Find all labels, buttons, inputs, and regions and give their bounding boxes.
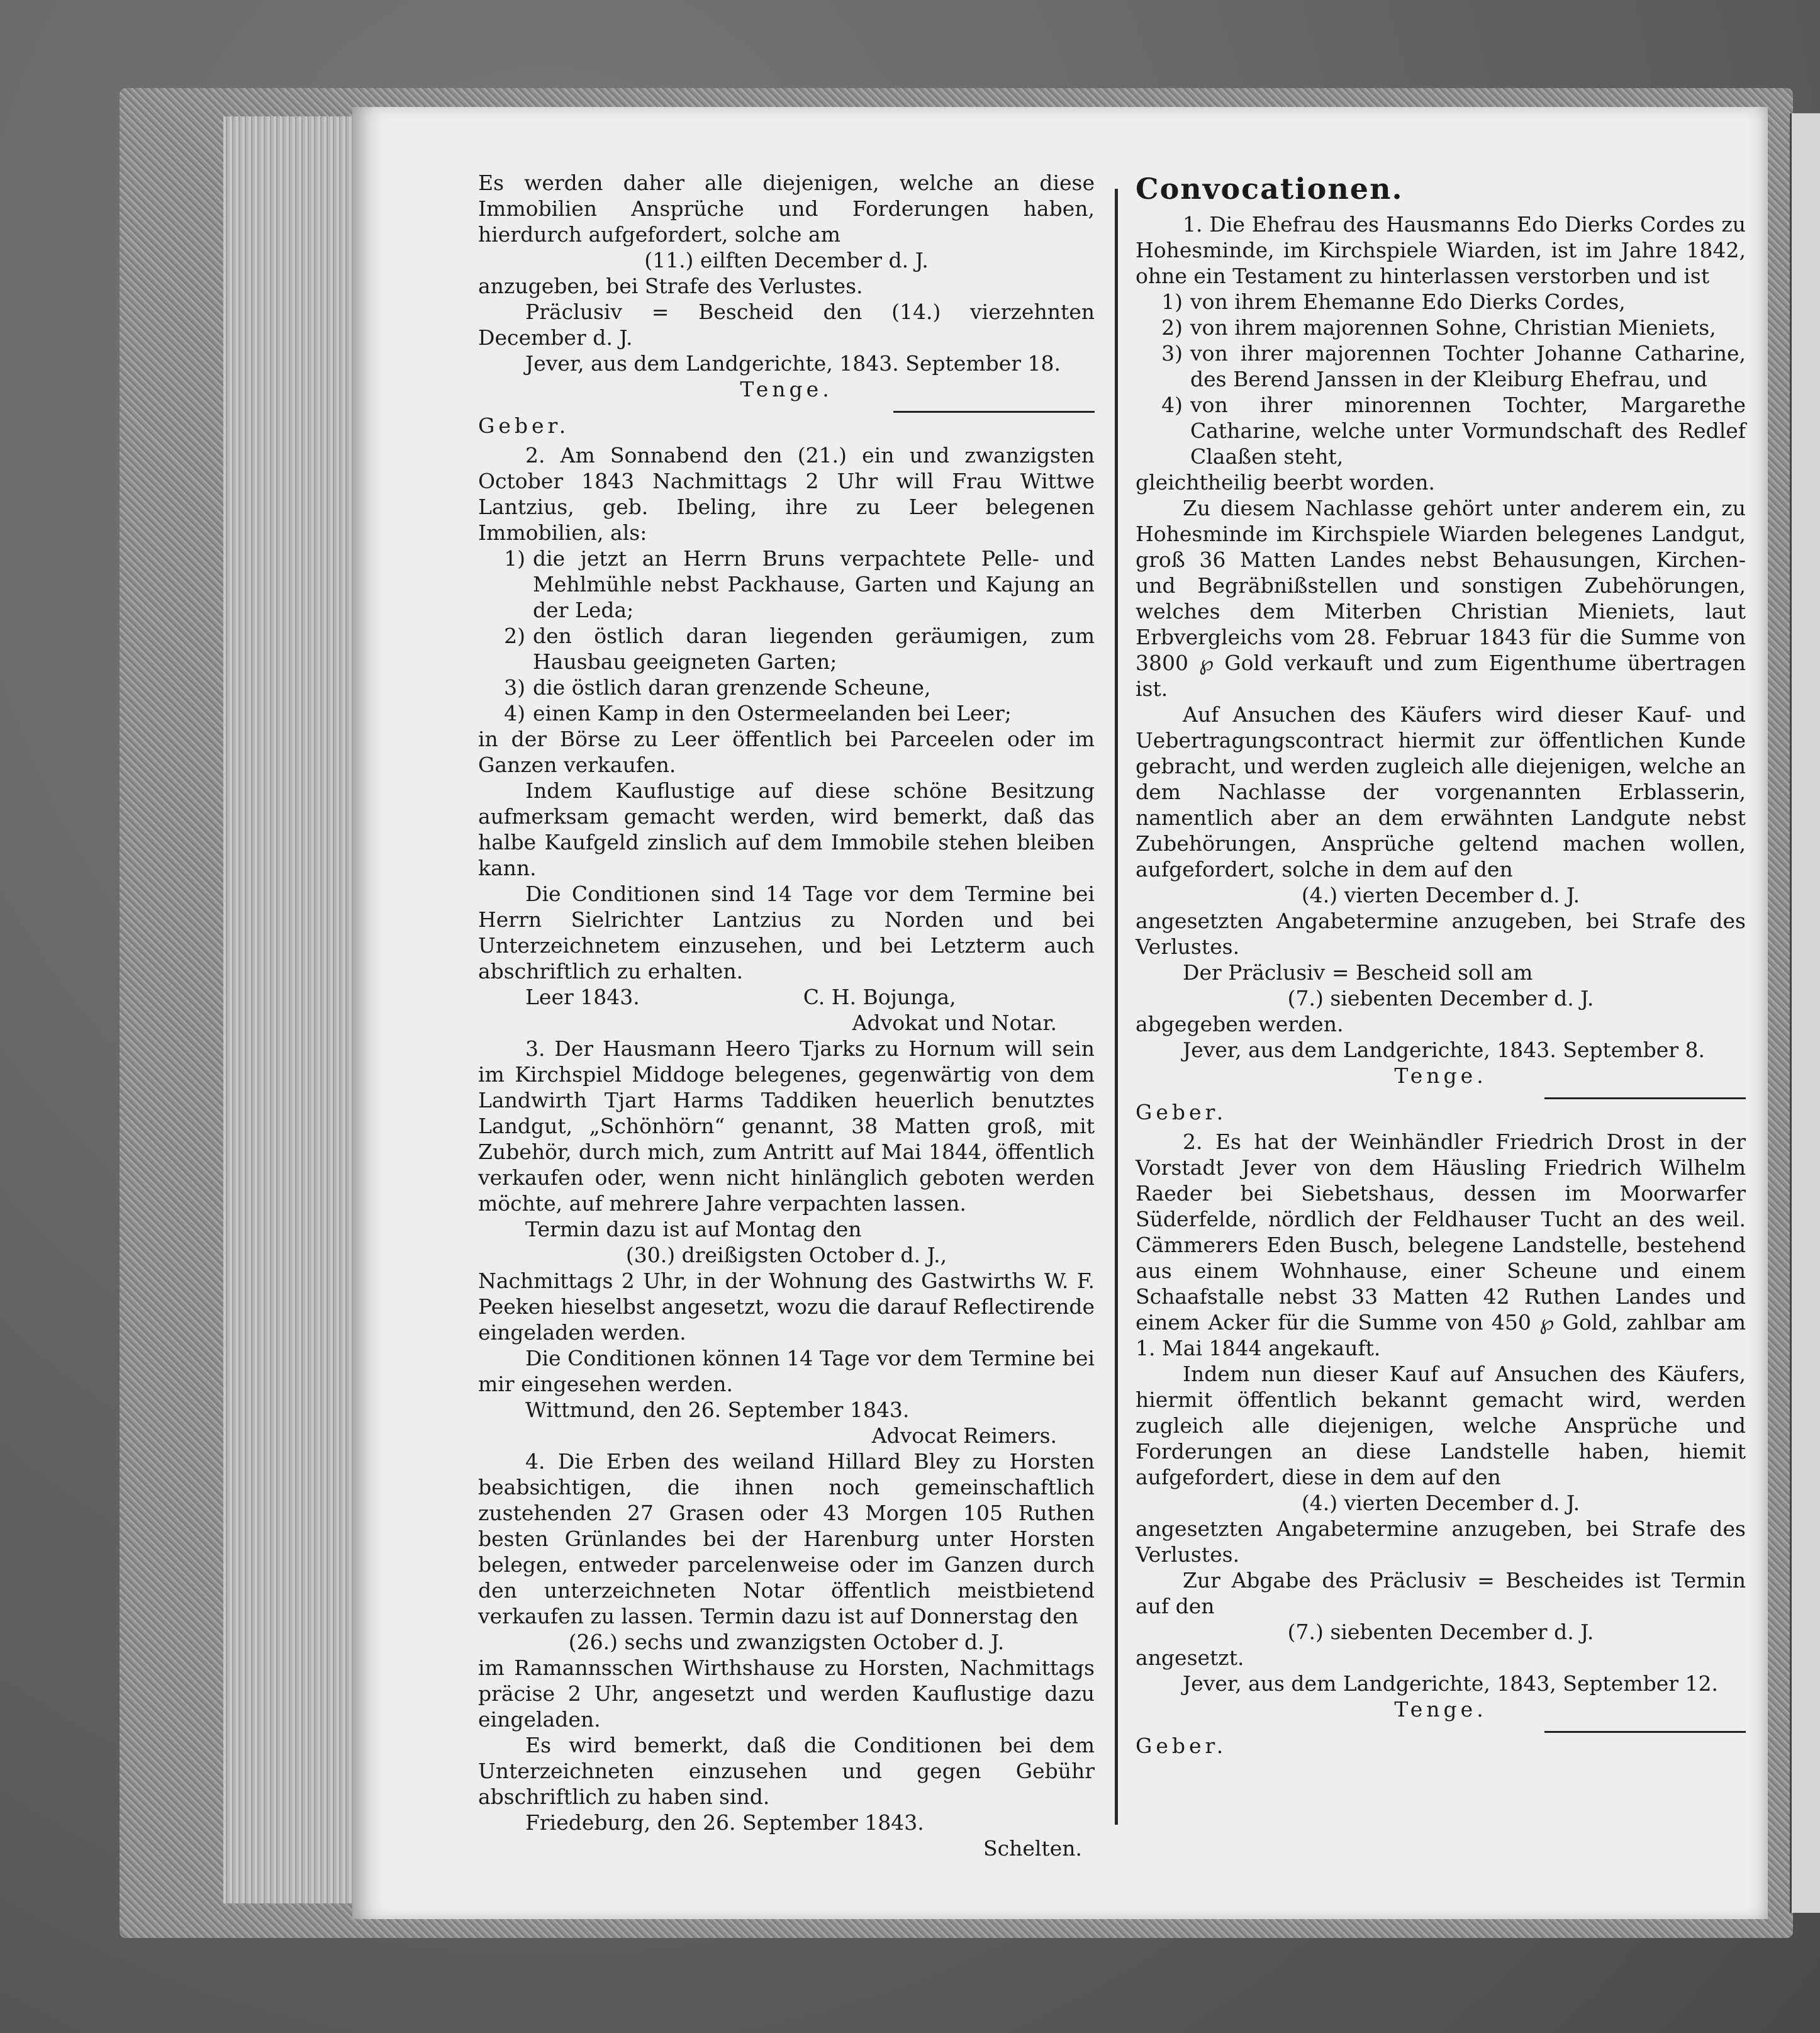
notice-4-signer: Schelten. bbox=[983, 1836, 1082, 1861]
notice-3-p2: Termin dazu ist auf Montag den bbox=[525, 1217, 862, 1241]
convocation-1-p6: abgegeben werden. bbox=[1136, 1012, 1344, 1036]
convocation-1-p1: 1. Die Ehefrau des Hausmanns Edo Dierks Cordes zu Hohesminde, im Kirchspiele Wiarden, ist im Jahre 1842, ohne ein Testament zu hinterlassen verstorben und ist bbox=[1136, 212, 1746, 288]
convocation-1-signer2: Geber. bbox=[1136, 1100, 1227, 1124]
notice-4-p2: im Ramannsschen Wirthshause zu Horsten, Nachmittags präcise 2 Uhr, angesetzt und werden Kauflustige dazu eingeladen. bbox=[478, 1655, 1095, 1732]
list-item: 2) den östlich daran liegenden geräumigen, zum Hausbau geeigneten Garten; bbox=[504, 624, 1095, 674]
list-item: 1) die jetzt an Herrn Bruns verpachtete Pelle- und Mehlmühle nebst Packhause, Garten und Kajung an der Leda; bbox=[504, 546, 1095, 622]
convocation-2-p5: angesetzt. bbox=[1136, 1645, 1244, 1670]
intro-place: Jever, aus dem Landgerichte, 1843. September 18. bbox=[525, 351, 1061, 376]
right-column bbox=[1136, 170, 1746, 1759]
convocation-2-p1: 2. Es hat der Weinhändler Friedrich Drost in der Vorstadt Jever von dem Häusling Friedrich Wilhelm Raeder bei Siebetshaus, dessen im Moorwarfer Süderfelde, nördlich der Feldhauser Tucht an des weil. Cämmerers Eden Busch, belegene Landstelle, bestehend aus einem Wohnhause, einer Scheune und einem Schaafstalle nebst 33 Matten 42 Ruthen Landes und einem Acker für die Summe von 450 ℘ Gold, zahlbar am 1. Mai 1844 angekauft. bbox=[1136, 1129, 1746, 1360]
notice-4-p1: 4. Die Erben des weiland Hillard Bley zu Horsten beabsichtigen, die ihnen noch gemeinschaftlich zustehenden 27 Grasen oder 43 Morgen 105 Ruthen besten Grünlandes bei der Harenburg unter Horsten belegen, entweder parcelenweise oder im Ganzen durch den unterzeichneten Notar öffentlich meistbietend verkaufen zu lassen. Termin dazu ist auf Donnerstag den bbox=[478, 1449, 1095, 1628]
convocation-1-p2: Zu diesem Nachlasse gehört unter anderem ein, zu Hohesminde im Kirchspiele Wiarden belegenes Landgut, groß 36 Matten Landes nebst Behausungen, Kirchen- und Begräbnißstellen und sonstigen Zubehörungen, welches dem Miterben Christian Mieniets, laut Erbvergleichs vom 28. Februar 1843 für die Summe von 3800 ℘ Gold verkauft und zum Eigenthume übertragen ist. bbox=[1136, 496, 1746, 701]
intro-signer2: Geber. bbox=[478, 413, 570, 438]
notice-2-signer-title: Advokat und Notar. bbox=[852, 1011, 1057, 1035]
notice-2-place: Leer 1843. C. H. Bojunga, bbox=[525, 985, 956, 1009]
convocation-2-place: Jever, aus dem Landgerichte, 1843, September 12. bbox=[1183, 1671, 1719, 1696]
convocation-2-date2: (7.) siebenten December d. J. bbox=[1287, 1620, 1594, 1644]
list-item: 3) die östlich daran grenzende Scheune, bbox=[504, 675, 931, 700]
convocation-2-signer: Tenge. bbox=[1394, 1697, 1487, 1722]
notice-4-p3: Es wird bemerkt, daß die Conditionen bei dem Unterzeichneten einzusehen und gegen Gebühr abschriftlich zu haben sind. bbox=[478, 1733, 1095, 1809]
facing-page-edge bbox=[1790, 113, 1820, 1913]
convocation-1-p5: Der Präclusiv = Bescheid soll am bbox=[1183, 960, 1533, 985]
notice-3-p4: Die Conditionen können 14 Tage vor dem Termine bei mir eingesehen werden. bbox=[478, 1346, 1095, 1396]
notice-3-signer: Advocat Reimers. bbox=[871, 1423, 1057, 1448]
intro-paragraph: Es werden daher alle diejenigen, welche an diese Immobilien Ansprüche und Forderungen haben, hierdurch aufgefordert, solche am bbox=[478, 171, 1095, 247]
convocation-1-date2: (7.) siebenten December d. J. bbox=[1287, 986, 1594, 1011]
page-edges bbox=[223, 116, 365, 1903]
notice-3-date: (30.) dreißigsten October d. J., bbox=[625, 1243, 947, 1267]
notice-2-after: in der Börse zu Leer öffentlich bei Parceelen oder im Ganzen verkaufen. bbox=[478, 727, 1095, 777]
convocation-2-p3: angesetzten Angabetermine anzugeben, bei Strafe des Verlustes. bbox=[1136, 1516, 1746, 1567]
section-heading: Convocationen. bbox=[1136, 172, 1404, 206]
convocation-2-p4: Zur Abgabe des Präclusiv = Bescheides ist Termin auf den bbox=[1136, 1568, 1746, 1618]
list-item: 3) von ihrer majorennen Tochter Johanne Catharine, des Berend Janssen in der Kleiburg Ehefrau, und bbox=[1161, 341, 1746, 391]
intro-date: (11.) eilften December d. J. bbox=[644, 248, 929, 272]
notice-2-p2: Indem Kauflustige auf diese schöne Besitzung aufmerksam gemacht werden, wird bemerkt, daß das halbe Kaufgeld zinslich auf dem Immobile stehen bleiben kann. bbox=[478, 778, 1095, 880]
convocation-2-p2: Indem nun dieser Kauf auf Ansuchen des Käufers, hiermit öffentlich bekannt gemacht wird, werden zugleich alle diejenigen, welche Ansprüche und Forderungen an diese Landstelle haben, hiemit aufgefordert, diese in dem auf den bbox=[1136, 1362, 1746, 1489]
list-item: 4) einen Kamp in den Ostermeelanden bei Leer; bbox=[504, 701, 1012, 725]
notice-3-place: Wittmund, den 26. September 1843. bbox=[525, 1397, 910, 1422]
notice-2-p3: Die Conditionen sind 14 Tage vor dem Termine bei Herrn Sielrichter Lantzius zu Norden und bei Unterzeichnetem einzusehen, und bei Letzterm auch abschriftlich zu erhalten. bbox=[478, 882, 1095, 983]
convocation-1-signer: Tenge. bbox=[1394, 1063, 1487, 1088]
convocation-2-date1: (4.) vierten December d. J. bbox=[1301, 1491, 1580, 1515]
notice-2-text: 2. Am Sonnabend den (21.) ein und zwanzigsten October 1843 Nachmittags 2 Uhr will Frau Wittwe Lantzius, geb. Ibeling, ihre zu Leer belegenen Immobilien, als: bbox=[478, 443, 1095, 545]
convocation-1-p3: Auf Ansuchen des Käufers wird dieser Kauf- und Uebertragungscontract hiermit zur öffentlichen Kunde gebracht, und werden zugleich alle diejenigen, welche an dem Nachlasse der vorgenannten Erblasserin, namentlich aber an dem erwähnten Landgute nebst Zubehörungen, Ansprüche geltend machen wollen, aufgefordert, solche in dem auf den bbox=[1136, 702, 1746, 882]
convocation-1-date1: (4.) vierten December d. J. bbox=[1301, 883, 1580, 907]
list-item: 2) von ihrem majorennen Sohne, Christian Mieniets, bbox=[1161, 315, 1716, 340]
notice-4-place: Friedeburg, den 26. September 1843. bbox=[525, 1810, 924, 1835]
convocation-1-after: gleichtheilig beerbt worden. bbox=[1136, 470, 1435, 495]
notice-3-p3: Nachmittags 2 Uhr, in der Wohnung des Gastwirths W. F. Peeken hieselbst angesetzt, wozu die darauf Reflectirende eingeladen werden. bbox=[478, 1269, 1095, 1345]
list-item: 4) von ihrer minorennen Tochter, Margarethe Catharine, welche unter Vormundschaft des Redlef Claaßen steht, bbox=[1161, 393, 1746, 469]
left-column bbox=[478, 170, 1095, 1861]
column-divider bbox=[1115, 189, 1118, 1825]
notice-3-p1: 3. Der Hausmann Heero Tjarks zu Hornum will sein im Kirchspiel Middoge belegenes, gegenwärtig von dem Landwirth Tjart Harms Taddiken heuerlich benutztes Landgut, „Schönhörn“ genannt, 38 Matten groß, mit Zubehör, durch mich, zum Antritt auf Mai 1844, öffentlich verkaufen oder, wenn nicht hinlänglich geboten werden möchte, auf mehrere Jahre verpachten lassen. bbox=[478, 1036, 1095, 1216]
notice-4-date: (26.) sechs und zwanzigsten October d. J. bbox=[568, 1630, 1005, 1654]
list-item: 1) von ihrem Ehemanne Edo Dierks Cordes, bbox=[1161, 289, 1626, 314]
convocation-1-p4: angesetzten Angabetermine anzugeben, bei Strafe des Verlustes. bbox=[1136, 909, 1746, 959]
intro-signer: Tenge. bbox=[740, 377, 833, 401]
convocation-1-place: Jever, aus dem Landgerichte, 1843. September 8. bbox=[1183, 1038, 1706, 1062]
intro-preclusive: Präclusiv = Bescheid den (14.) vierzehnten December d. J. bbox=[478, 300, 1095, 350]
intro-penalty: anzugeben, bei Strafe des Verlustes. bbox=[478, 274, 863, 298]
convocation-2-signer2: Geber. bbox=[1136, 1733, 1227, 1758]
